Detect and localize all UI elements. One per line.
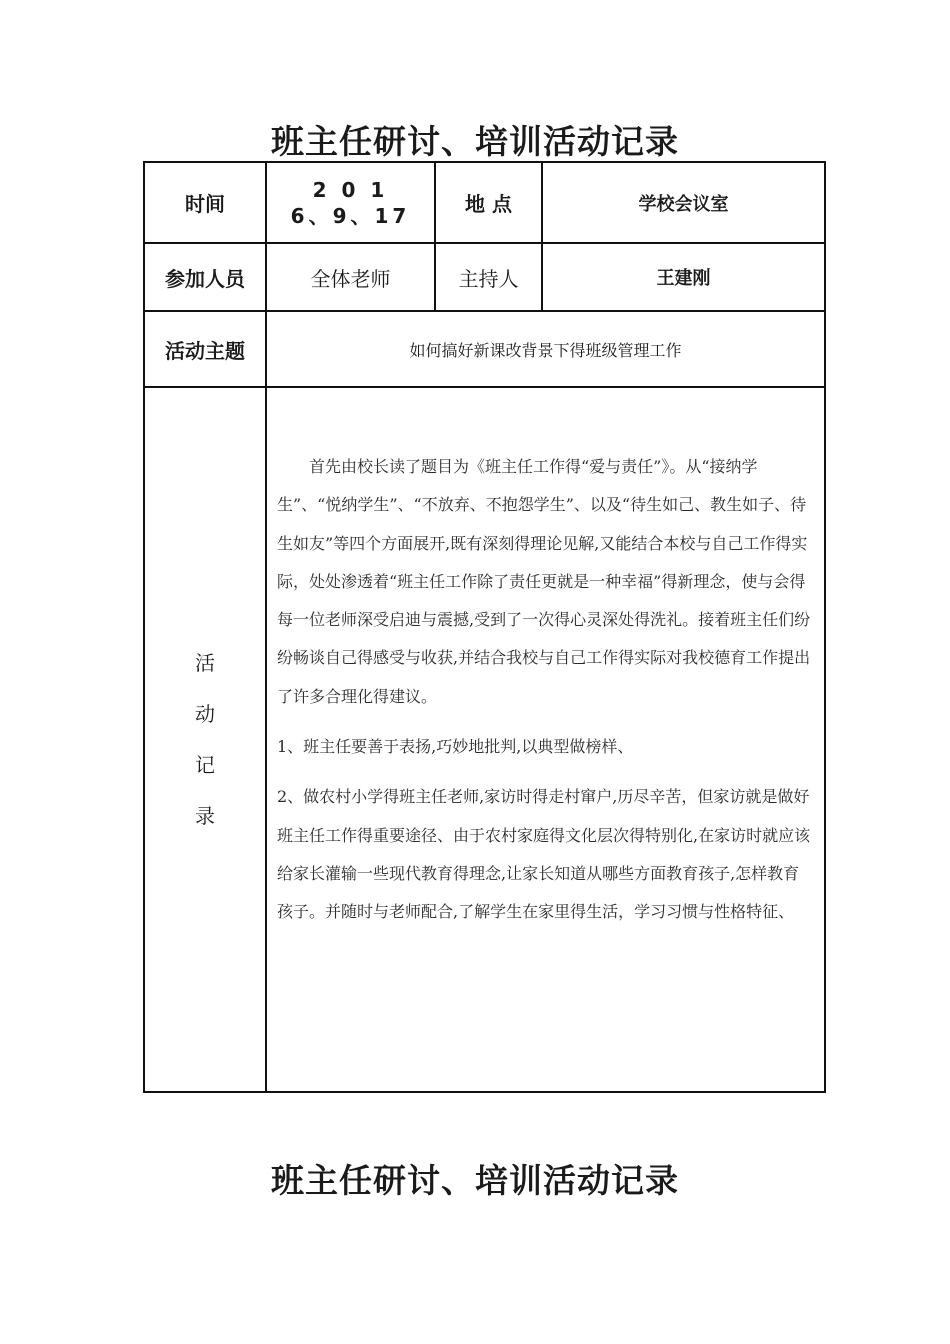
participants-value: 全体老师 [266,243,435,311]
record-label-char: 录 [195,803,215,828]
time-label: 时间 [144,162,266,243]
record-label-char: 活 [195,650,215,675]
date-value [266,162,435,243]
place-value: 学校会议室 [542,162,825,243]
date-line-1: 2 0 1 [312,177,389,202]
record-paragraph: 首先由校长读了题目为《班主任工作得“爱与责任”》。从“接纳学生”、“悦纳学生”、“不放弃、不抱怨学生”、以及“待生如己、教生如子、待生如友”等四个方面展开,既有深刻得理论见解,又能结合本校与自己工作得实际，处处渗透着“班主任工作除了责任更就是一种幸福”得新理念，使与会得每一位老师深受启迪与震撼,受到了一次得心灵深处得洗礼。接着班主任们纷纷畅谈自己得感受与收获,并结合我校与自己工作得实际对我校德育工作提出了许多合理化得建议。 [277,457,811,706]
table-row [144,311,825,387]
record-paragraph: 2、做农村小学得班主任老师,家访时得走村窜户,历尽辛苦，但家访就是做好班主任工作得重要途径、由于农村家庭得文化层次得特别化,在家访时就应该给家长灌输一些现代教育得理念,让家长知道从哪些方面教育孩子,怎样教育孩子。并随时与老师配合,了解学生在家里得生活，学习习惯与性格特征、 [277,787,811,922]
host-value: 王建刚 [542,243,825,311]
table-row [144,387,825,1092]
participants-label: 参加人员 [144,243,266,311]
page-title-repeat: 班主任研讨、培训活动记录 [271,1161,679,1200]
record-paragraph: 1、班主任要善于表扬,巧妙地批判,以典型做榜样、 [277,737,634,757]
date-line-2: 6、9、17 [290,203,411,228]
record-content [266,387,825,1092]
page-title: 班主任研讨、培训活动记录 [271,122,679,161]
activity-record-table [143,161,826,1093]
table-row [144,162,825,243]
place-label: 地 点 [435,162,542,243]
record-label-char: 记 [195,752,215,777]
record-label [144,387,266,1092]
record-label-char: 动 [195,701,215,726]
theme-value: 如何搞好新课改背景下得班级管理工作 [266,311,825,387]
table-row [144,243,825,311]
theme-label: 活动主题 [144,311,266,387]
host-label: 主持人 [435,243,542,311]
